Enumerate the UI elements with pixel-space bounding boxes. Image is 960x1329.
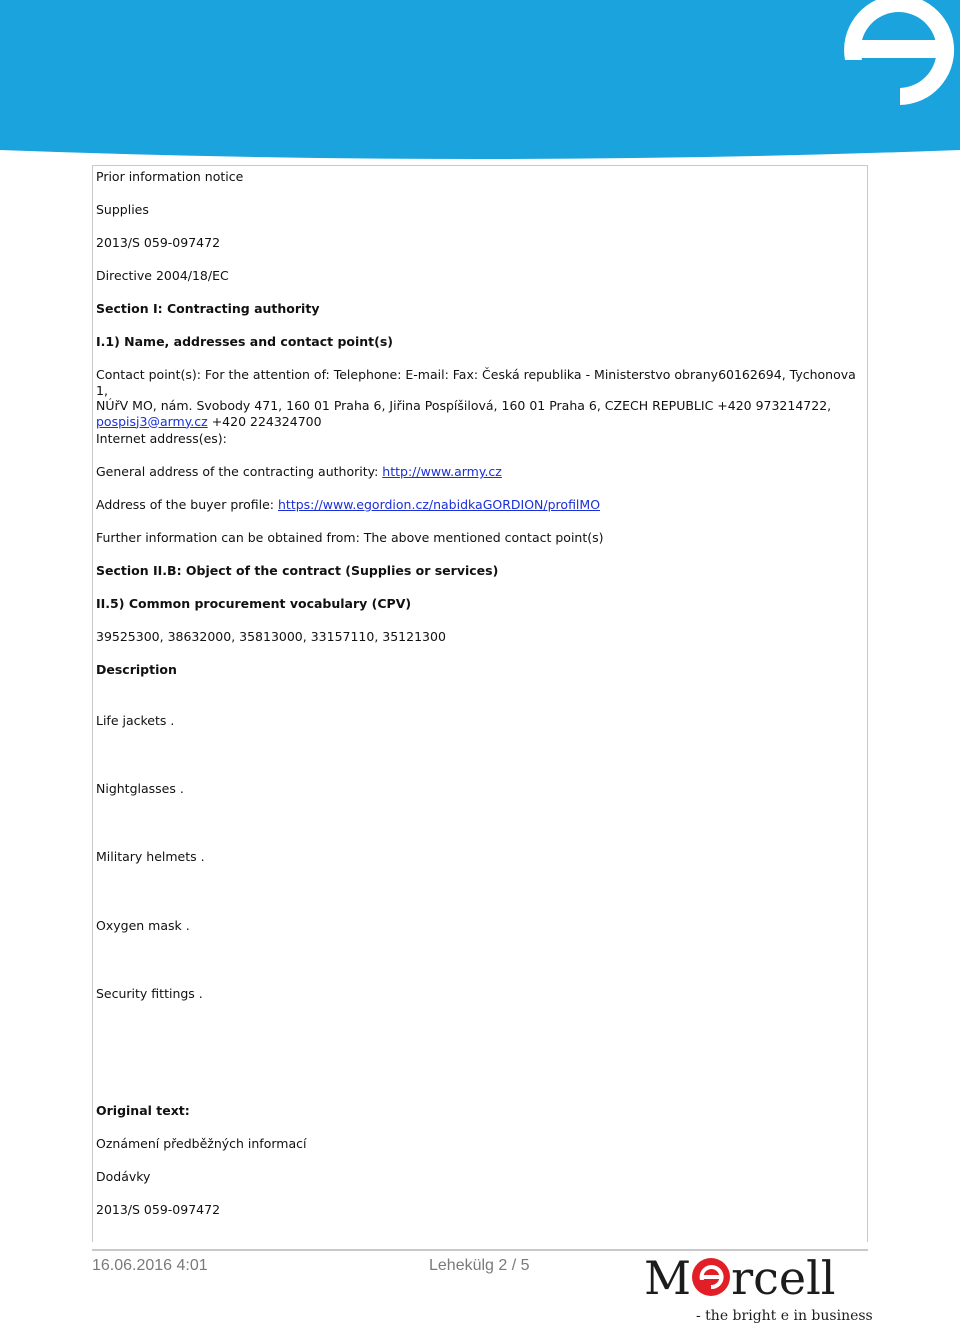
internet-label: Internet address(es): xyxy=(96,431,227,446)
buyer-profile-link[interactable]: https://www.egordion.cz/nabidkaGORDION/profilMO xyxy=(278,497,601,512)
buyer-profile-label: Address of the buyer profile: xyxy=(96,497,278,512)
contact-email-link[interactable]: pospisj3@army.cz xyxy=(96,413,208,429)
description-item: Military helmets . xyxy=(96,849,205,864)
header-banner xyxy=(0,0,960,170)
notice-type: Prior information notice xyxy=(96,169,244,184)
general-address-link[interactable]: http://www.army.cz xyxy=(382,464,502,479)
section-1-1-heading: I.1) Name, addresses and contact point(s) xyxy=(96,334,394,349)
cpv-codes: 39525300, 38632000, 35813000, 33157110, 35121300 xyxy=(96,629,446,644)
contract-type: Supplies xyxy=(96,202,149,217)
document-frame xyxy=(92,165,868,1242)
logo-wordmark: M rcell xyxy=(644,1251,836,1305)
contact-points xyxy=(96,367,856,429)
original-text-heading: Original text: xyxy=(96,1103,190,1118)
buyer-profile xyxy=(96,497,600,513)
description-item: Nightglasses . xyxy=(96,781,184,796)
section-1-heading: Section I: Contracting authority xyxy=(96,301,320,316)
contact-fax: +420 224324700 xyxy=(207,413,322,429)
footer-page-number: Lehekülg 2 / 5 xyxy=(429,1257,530,1274)
original-notice-type: Oznámení předběžných informací xyxy=(96,1136,307,1151)
general-address-label: General address of the contracting authority: xyxy=(96,464,383,479)
general-address xyxy=(96,464,502,480)
marcell-logo xyxy=(644,1250,874,1328)
logo-tagline: - the bright e in business xyxy=(696,1308,873,1324)
section-2-5-heading: II.5) Common procurement vocabulary (CPV) xyxy=(96,596,412,611)
section-2-heading: Section II.B: Object of the contract (Supplies or services) xyxy=(96,563,499,578)
description-item: Oxygen mask . xyxy=(96,918,190,933)
footer-datetime: 16.06.2016 4:01 xyxy=(92,1257,208,1274)
directive: Directive 2004/18/EC xyxy=(96,268,229,283)
further-info: Further information can be obtained from: The above mentioned contact point(s) xyxy=(96,530,604,545)
description-item: Security fittings . xyxy=(96,986,203,1001)
original-reference: 2013/S 059-097472 xyxy=(96,1202,221,1217)
original-contract-type: Dodávky xyxy=(96,1169,151,1184)
contact-line-3 xyxy=(96,414,856,430)
notice-reference: 2013/S 059-097472 xyxy=(96,235,221,250)
contact-line-2: NÚřV MO, nám. Svobody 471, 160 01 Praha 6, Jiřina Pospíšilová, 160 01 Praha 6, CZECH REPUBLIC +420 973214722, xyxy=(96,398,832,413)
description-item: Life jackets . xyxy=(96,713,175,728)
contact-line-1: Contact point(s): For the attention of: Telephone: E-mail: Fax: Česká republika - Ministerstvo obrany60162694, Tychonova 1, xyxy=(96,367,856,398)
logo-e-icon xyxy=(692,1258,730,1296)
description-heading: Description xyxy=(96,662,177,677)
